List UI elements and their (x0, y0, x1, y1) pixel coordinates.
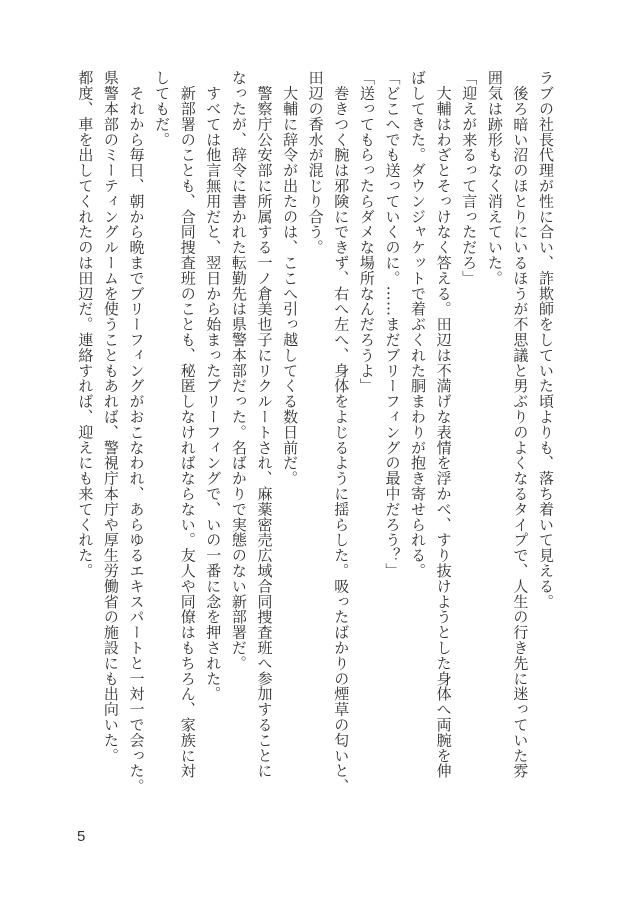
text-line: 新部署のことも、合同捜査班のことも、秘匿しなければならない。友人や同僚はもちろん、家族に対 (178, 70, 197, 779)
text-line: 県警本部のミーティングルームを使うこともあれば、警視庁本庁や厚生労働省の施設にも出向いた。 (101, 70, 120, 763)
text-line: してもだ。 (153, 70, 172, 147)
text-line: 後ろ暗い沼のほとりにいるほうが不思議と男ぶりのよくなるタイプで、人生の行き先に迷っていた雰 (511, 70, 530, 779)
text-line: 巻きつく腕は邪険にできず、右へ左へ、身体をよじるように揺らした。吸ったばかりの煙草の匂いと、 (332, 70, 351, 794)
body-text (72, 70, 558, 794)
text-line: ラブの社長代理が性に合い、詐欺師をしていた頃よりも、落ち着いて見える。 (537, 70, 555, 609)
text-line: 警察庁公安部に所属する一ノ倉美也子にリクルートされ、麻薬密売広域合同捜査班へ参加することに (255, 70, 274, 779)
text-line: それから毎日、朝から晩までブリーフィングがおこなわれ、あらゆるエキスパートと一対一で会った。 (127, 70, 146, 794)
text-line: 大輔はわざとそっけなく答える。田辺は不満げな表情を浮かべ、すり抜けようとした身体へ両腕を伸 (434, 70, 453, 779)
text-line: 「送ってもらったらダメな場所なんだろうよ」 (357, 70, 376, 394)
page-number: 5 (77, 828, 86, 845)
text-line: 大輔に辞令が出たのは、ここへ引っ越してくる数日前だ。 (281, 70, 300, 486)
text-line: 田辺の香水が混じり合う。 (306, 70, 325, 255)
text-line: 囲気は跡形もなく消えていた。 (485, 70, 504, 286)
text-line: すべては他言無用だと、翌日から始まったブリーフィングで、いの一番に念を押された。 (204, 70, 223, 702)
text-line: なったが、辞令に書かれた転勤先は県警本部だった。名ばかりで実態のない新部署だ。 (229, 70, 248, 671)
text-line: 都度、車を出してくれたのは田辺だ。連絡すれば、迎えにも来てくれた。 (76, 70, 95, 579)
text-line: 「迎えが来るって言っただろ」 (460, 70, 479, 286)
text-line: 「どこへでも送っていくのに。……まだブリーフィングの最中だろう？」 (383, 70, 402, 579)
text-line: ばしてきた。ダウンジャケットで着ぶくれた胴まわりが抱き寄せられる。 (409, 70, 428, 579)
